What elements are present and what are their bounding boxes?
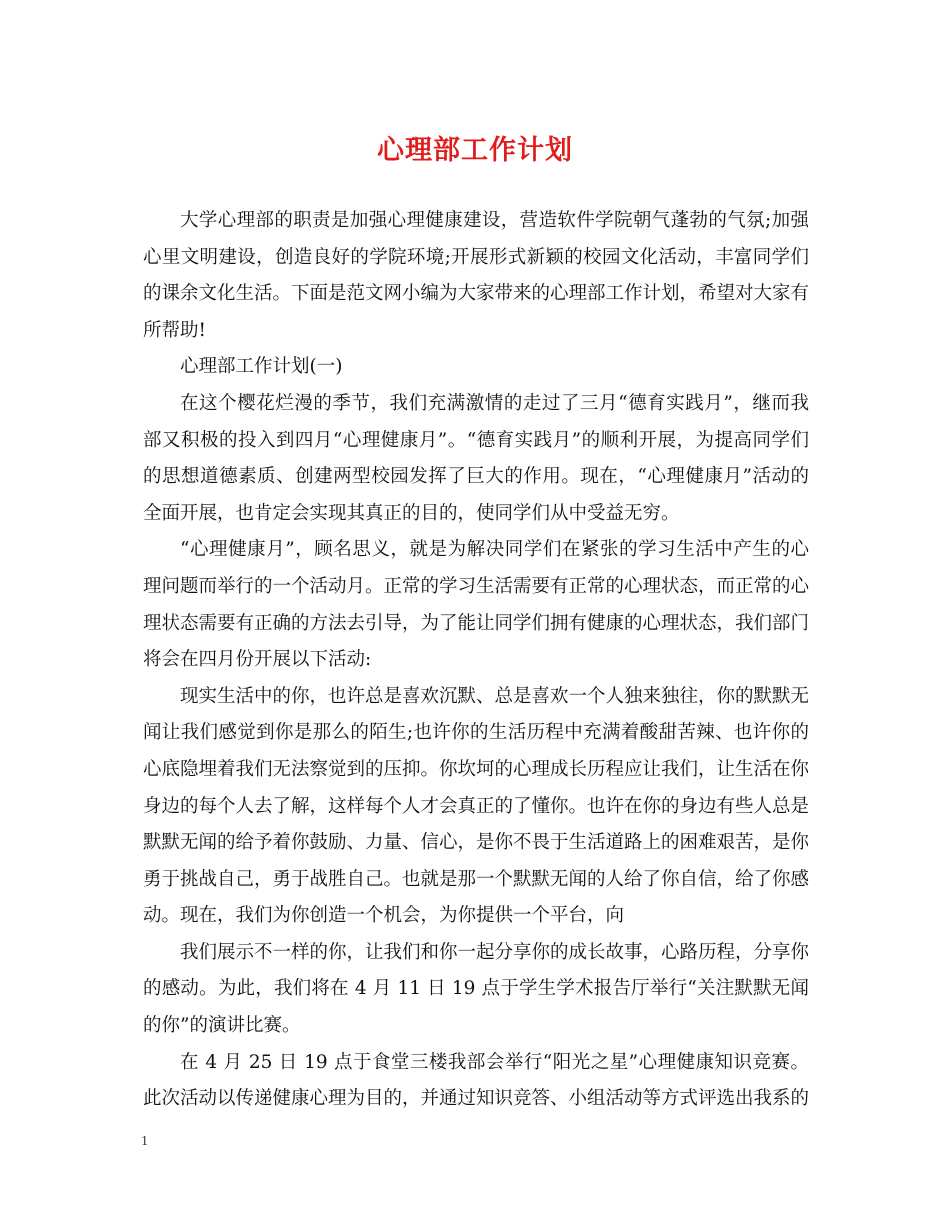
document-title: 心理部工作计划 xyxy=(377,135,573,166)
paragraph: 在 4 月 25 日 19 点于食堂三楼我部会举行“阳光之星”心理健康知识竞赛。此次活动以传递健康心理为目的，并通过知识竞答、小组活动等方式评选出我系的 xyxy=(143,1051,810,1110)
page-number: 1 xyxy=(141,1134,148,1149)
paragraph: “心理健康月”，顾名思义，就是为解决同学们在紧张的学习生活中产生的心理问题而举行的一个活动月。正常的学习生活需要有正常的心理状态，而正常的心理状态需要有正确的方法去引导，为了能让同学们拥有健康的心理状态，我们部门将会在四月份开展以下活动: xyxy=(143,539,810,671)
section-heading: 心理部工作计划(一) xyxy=(180,356,343,378)
paragraph-intro: 大学心理部的职责是加强心理健康建设，营造软件学院朝气蓬勃的气氛;加强心里文明建设，创造良好的学院环境;开展形式新颖的校园文化活动，丰富同学们的课余文化生活。下面是范文网小编为大家带来的心理部工作计划，希望对大家有所帮助! xyxy=(143,210,810,341)
paragraph: 在这个樱花烂漫的季节，我们充满激情的走过了三月“德育实践月”，继而我部又积极的投入到四月“心理健康月”。“德育实践月”的顺利开展，为提高同学们的思想道德素质、创建两型校园发挥了巨大的作用。现在，“心理健康月”活动的全面开展，也肯定会实现其真正的目的，使同学们从中受益无穷。 xyxy=(143,392,809,524)
paragraph: 我们展示不一样的你，让我们和你一起分享你的成长故事，心路历程，分享你的感动。为此，我们将在 4 月 11 日 19 点于学生学术报告厅举行“关注默默无闻的你”的演讲比赛。 xyxy=(143,941,810,1037)
paragraph: 现实生活中的你，也许总是喜欢沉默、总是喜欢一个人独来独往，你的默默无闻让我们感觉到你是那么的陌生;也许你的生活历程中充满着酸甜苦辣、也许你的心底隐埋着我们无法察觉到的压抑。你坎坷的心理成长历程应让我们，让生活在你身边的每个人去了解，这样每个人才会真正的了懂你。也许在你的身边有些人总是默默无闻的给予着你鼓励、力量、信心，是你不畏于生活道路上的困难艰苦，是你勇于挑战自己，勇于战胜自己。也就是那一个默默无闻的人给了你自信，给了你感动。现在，我们为你创造一个机会，为你提供一个平台，向 xyxy=(143,685,810,927)
document-body xyxy=(143,203,809,1118)
